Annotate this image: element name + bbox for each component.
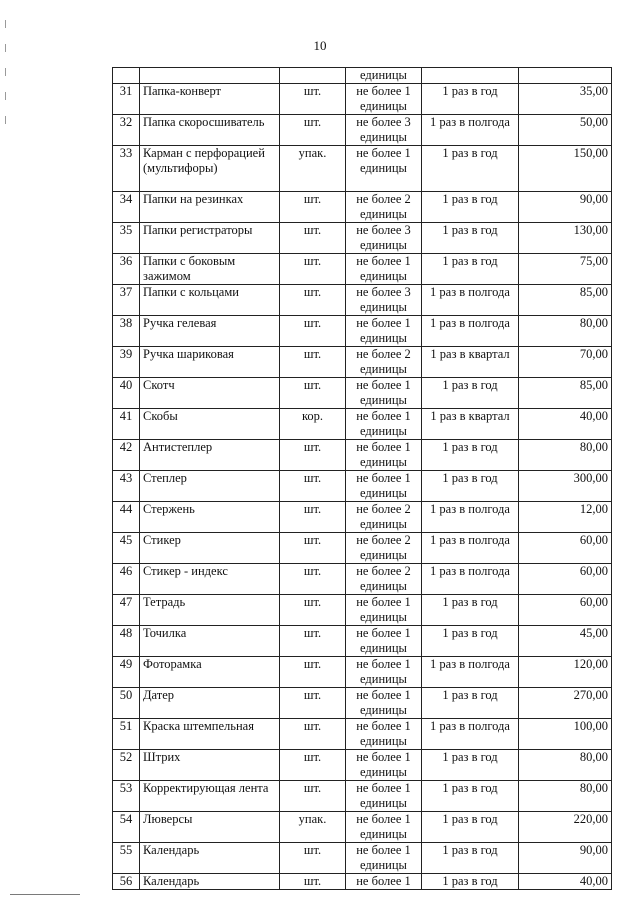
price-cell: 80,00 bbox=[519, 781, 612, 812]
unit-cell: шт. bbox=[280, 440, 346, 471]
table-row bbox=[113, 750, 612, 781]
quantity-cell: не более 1 единицы bbox=[346, 688, 422, 719]
quantity-cell: не более 1 единицы bbox=[346, 626, 422, 657]
quantity-cell: не более 1 единицы bbox=[346, 595, 422, 626]
table-row bbox=[113, 84, 612, 115]
price-cell: 85,00 bbox=[519, 378, 612, 409]
row-number-cell: 37 bbox=[113, 285, 140, 316]
price-cell: 45,00 bbox=[519, 626, 612, 657]
row-number-cell: 42 bbox=[113, 440, 140, 471]
item-name-cell: Папка скоросшиватель bbox=[140, 115, 280, 146]
quantity-cell: не более 2 единицы bbox=[346, 502, 422, 533]
row-number-cell: 49 bbox=[113, 657, 140, 688]
frequency-cell: 1 раз в год bbox=[422, 84, 519, 115]
table-row bbox=[113, 378, 612, 409]
frequency-cell: 1 раз в квартал bbox=[422, 409, 519, 440]
price-cell: 85,00 bbox=[519, 285, 612, 316]
price-cell: 50,00 bbox=[519, 115, 612, 146]
quantity-cell: не более 1 единицы bbox=[346, 750, 422, 781]
unit-cell: шт. bbox=[280, 502, 346, 533]
frequency-cell: 1 раз в полгода bbox=[422, 533, 519, 564]
frequency-cell: 1 раз в год bbox=[422, 781, 519, 812]
unit-cell: шт. bbox=[280, 874, 346, 890]
table-row bbox=[113, 440, 612, 471]
item-name-cell: Скотч bbox=[140, 378, 280, 409]
quantity-cell: не более 1 единицы bbox=[346, 657, 422, 688]
row-number-cell: 54 bbox=[113, 812, 140, 843]
item-name-cell: Стикер bbox=[140, 533, 280, 564]
price-cell: 60,00 bbox=[519, 564, 612, 595]
table-row bbox=[113, 657, 612, 688]
frequency-cell: 1 раз в год bbox=[422, 254, 519, 285]
row-number-cell: 56 bbox=[113, 874, 140, 890]
frequency-cell: 1 раз в год bbox=[422, 146, 519, 192]
row-number-cell: 32 bbox=[113, 115, 140, 146]
item-name-cell: Люверсы bbox=[140, 812, 280, 843]
frequency-cell: 1 раз в полгода bbox=[422, 657, 519, 688]
item-name-cell: Стержень bbox=[140, 502, 280, 533]
frequency-cell: 1 раз в год bbox=[422, 626, 519, 657]
unit-cell: шт. bbox=[280, 192, 346, 223]
unit-cell: шт. bbox=[280, 84, 346, 115]
price-cell: 60,00 bbox=[519, 595, 612, 626]
price-cell: 40,00 bbox=[519, 874, 612, 890]
table-row bbox=[113, 595, 612, 626]
item-name-cell: Тетрадь bbox=[140, 595, 280, 626]
table-row bbox=[113, 285, 612, 316]
price-cell: 120,00 bbox=[519, 657, 612, 688]
table-row bbox=[113, 146, 612, 192]
item-name-cell: Ручка шариковая bbox=[140, 347, 280, 378]
item-name-cell: Карман с перфорацией (мультифоры) bbox=[140, 146, 280, 192]
item-name-cell: Корректирующая лента bbox=[140, 781, 280, 812]
frequency-cell: 1 раз в полгода bbox=[422, 285, 519, 316]
price-cell: 40,00 bbox=[519, 409, 612, 440]
row-number-cell: 55 bbox=[113, 843, 140, 874]
unit-cell: шт. bbox=[280, 115, 346, 146]
frequency-cell: 1 раз в полгода bbox=[422, 719, 519, 750]
item-name-cell: Степлер bbox=[140, 471, 280, 502]
price-cell: 60,00 bbox=[519, 533, 612, 564]
unit-cell: упак. bbox=[280, 146, 346, 192]
quantity-cell: не более 1 единицы bbox=[346, 146, 422, 192]
unit-cell: шт. bbox=[280, 750, 346, 781]
row-number-cell: 41 bbox=[113, 409, 140, 440]
item-name-cell: Ручка гелевая bbox=[140, 316, 280, 347]
item-name-cell: Календарь bbox=[140, 874, 280, 890]
table-row bbox=[113, 626, 612, 657]
row-number-cell: 43 bbox=[113, 471, 140, 502]
price-cell: 300,00 bbox=[519, 471, 612, 502]
frequency-cell: 1 раз в год bbox=[422, 440, 519, 471]
table-row bbox=[113, 719, 612, 750]
row-number-cell: 40 bbox=[113, 378, 140, 409]
row-number-cell: 48 bbox=[113, 626, 140, 657]
row-number-cell: 45 bbox=[113, 533, 140, 564]
table-row bbox=[113, 254, 612, 285]
price-cell: 130,00 bbox=[519, 223, 612, 254]
quantity-cell: не более 1 единицы bbox=[346, 781, 422, 812]
unit-cell: шт. bbox=[280, 347, 346, 378]
table-row bbox=[113, 115, 612, 146]
frequency-cell: 1 раз в год bbox=[422, 192, 519, 223]
unit-cell: шт. bbox=[280, 316, 346, 347]
unit-cell: шт. bbox=[280, 285, 346, 316]
continuation-qty-cell: единицы bbox=[346, 68, 422, 84]
frequency-cell: 1 раз в полгода bbox=[422, 115, 519, 146]
quantity-cell: не более 3 единицы bbox=[346, 115, 422, 146]
frequency-cell: 1 раз в год bbox=[422, 843, 519, 874]
row-number-cell: 46 bbox=[113, 564, 140, 595]
unit-cell: кор. bbox=[280, 409, 346, 440]
unit-cell: шт. bbox=[280, 626, 346, 657]
table-row bbox=[113, 874, 612, 890]
unit-cell: шт. bbox=[280, 378, 346, 409]
table-row bbox=[113, 533, 612, 564]
row-number-cell: 33 bbox=[113, 146, 140, 192]
price-cell: 90,00 bbox=[519, 843, 612, 874]
frequency-cell: 1 раз в год bbox=[422, 812, 519, 843]
item-name-cell: Папка-конверт bbox=[140, 84, 280, 115]
row-number-cell: 34 bbox=[113, 192, 140, 223]
frequency-cell: 1 раз в год bbox=[422, 378, 519, 409]
price-cell: 70,00 bbox=[519, 347, 612, 378]
unit-cell: упак. bbox=[280, 812, 346, 843]
item-name-cell: Скобы bbox=[140, 409, 280, 440]
quantity-cell: не более 1 единицы bbox=[346, 812, 422, 843]
quantity-cell: не более 3 единицы bbox=[346, 285, 422, 316]
row-number-cell: 36 bbox=[113, 254, 140, 285]
row-number-cell: 35 bbox=[113, 223, 140, 254]
quantity-cell: не более 1 единицы bbox=[346, 254, 422, 285]
unit-cell: шт. bbox=[280, 719, 346, 750]
frequency-cell: 1 раз в год bbox=[422, 223, 519, 254]
item-name-cell: Папки с боковым зажимом bbox=[140, 254, 280, 285]
table-row bbox=[113, 564, 612, 595]
quantity-cell: не более 1 единицы bbox=[346, 409, 422, 440]
unit-cell: шт. bbox=[280, 223, 346, 254]
table-row bbox=[113, 471, 612, 502]
quantity-cell: не более 1 единицы bbox=[346, 378, 422, 409]
quantity-cell: не более 1 единицы bbox=[346, 719, 422, 750]
quantity-cell: не более 2 единицы bbox=[346, 533, 422, 564]
quantity-cell: не более 1 единицы bbox=[346, 316, 422, 347]
unit-cell: шт. bbox=[280, 781, 346, 812]
quantity-cell: не более 2 единицы bbox=[346, 347, 422, 378]
item-name-cell: Штрих bbox=[140, 750, 280, 781]
frequency-cell: 1 раз в полгода bbox=[422, 502, 519, 533]
unit-cell: шт. bbox=[280, 564, 346, 595]
row-number-cell: 52 bbox=[113, 750, 140, 781]
quantity-cell: не более 1 единицы bbox=[346, 84, 422, 115]
unit-cell: шт. bbox=[280, 688, 346, 719]
quantity-cell: не более 3 единицы bbox=[346, 223, 422, 254]
frequency-cell: 1 раз в год bbox=[422, 595, 519, 626]
price-cell: 80,00 bbox=[519, 750, 612, 781]
table-row bbox=[113, 688, 612, 719]
item-name-cell: Стикер - индекс bbox=[140, 564, 280, 595]
continuation-row bbox=[113, 68, 612, 84]
frequency-cell: 1 раз в год bbox=[422, 471, 519, 502]
item-name-cell: Краска штемпельная bbox=[140, 719, 280, 750]
unit-cell: шт. bbox=[280, 657, 346, 688]
price-cell: 75,00 bbox=[519, 254, 612, 285]
page-number: 10 bbox=[313, 38, 327, 53]
price-cell: 80,00 bbox=[519, 316, 612, 347]
quantity-cell: не более 1 единицы bbox=[346, 440, 422, 471]
item-name-cell: Папки регистраторы bbox=[140, 223, 280, 254]
row-number-cell: 31 bbox=[113, 84, 140, 115]
unit-cell: шт. bbox=[280, 843, 346, 874]
footer-rule bbox=[10, 894, 80, 895]
frequency-cell: 1 раз в год bbox=[422, 688, 519, 719]
table-row bbox=[113, 781, 612, 812]
quantity-cell: не более 2 единицы bbox=[346, 564, 422, 595]
quantity-cell: не более 2 единицы bbox=[346, 192, 422, 223]
table-row bbox=[113, 223, 612, 254]
row-number-cell: 50 bbox=[113, 688, 140, 719]
quantity-cell: не более 1 единицы bbox=[346, 843, 422, 874]
row-number-cell: 44 bbox=[113, 502, 140, 533]
row-number-cell: 39 bbox=[113, 347, 140, 378]
quantity-cell: не более 1 bbox=[346, 874, 422, 890]
table-row bbox=[113, 812, 612, 843]
unit-cell: шт. bbox=[280, 254, 346, 285]
row-number-cell: 47 bbox=[113, 595, 140, 626]
table-row bbox=[113, 316, 612, 347]
row-number-cell: 51 bbox=[113, 719, 140, 750]
frequency-cell: 1 раз в год bbox=[422, 874, 519, 890]
item-name-cell: Точилка bbox=[140, 626, 280, 657]
price-cell: 100,00 bbox=[519, 719, 612, 750]
table-row bbox=[113, 843, 612, 874]
price-cell: 12,00 bbox=[519, 502, 612, 533]
price-cell: 35,00 bbox=[519, 84, 612, 115]
item-name-cell: Папки на резинках bbox=[140, 192, 280, 223]
unit-cell: шт. bbox=[280, 533, 346, 564]
item-name-cell: Фоторамка bbox=[140, 657, 280, 688]
price-cell: 150,00 bbox=[519, 146, 612, 192]
item-name-cell: Календарь bbox=[140, 843, 280, 874]
price-cell: 220,00 bbox=[519, 812, 612, 843]
row-number-cell: 38 bbox=[113, 316, 140, 347]
table-row bbox=[113, 192, 612, 223]
unit-cell: шт. bbox=[280, 595, 346, 626]
frequency-cell: 1 раз в полгода bbox=[422, 564, 519, 595]
item-name-cell: Папки с кольцами bbox=[140, 285, 280, 316]
item-name-cell: Датер bbox=[140, 688, 280, 719]
supplies-table bbox=[112, 67, 612, 890]
table-row bbox=[113, 347, 612, 378]
quantity-cell: не более 1 единицы bbox=[346, 471, 422, 502]
price-cell: 270,00 bbox=[519, 688, 612, 719]
row-number-cell: 53 bbox=[113, 781, 140, 812]
price-cell: 90,00 bbox=[519, 192, 612, 223]
frequency-cell: 1 раз в полгода bbox=[422, 316, 519, 347]
unit-cell: шт. bbox=[280, 471, 346, 502]
price-cell: 80,00 bbox=[519, 440, 612, 471]
table-row bbox=[113, 502, 612, 533]
table-row bbox=[113, 409, 612, 440]
item-name-cell: Антистеплер bbox=[140, 440, 280, 471]
frequency-cell: 1 раз в год bbox=[422, 750, 519, 781]
frequency-cell: 1 раз в квартал bbox=[422, 347, 519, 378]
